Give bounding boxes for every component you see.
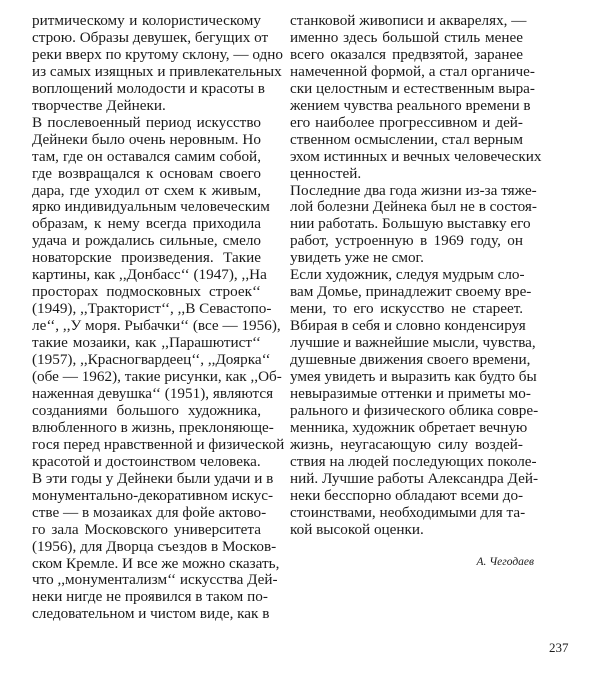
text-line: (1949), ,,Тракторист‘‘, ,,В Севастопо- (32, 300, 272, 318)
text-line: менника, художник обретает вечную (290, 418, 528, 436)
text-line: где возвращался к основам своего (32, 164, 261, 182)
text-line: неки нигде не проявился в таком по- (32, 588, 268, 606)
text-line: строю. Образы девушек, бегущих от (32, 28, 269, 46)
text-line: мени, то его искусство не стареет. (290, 300, 523, 318)
page-number: 237 (549, 640, 569, 655)
text-line: лой болезни Дейнека был не в состоя- (290, 198, 537, 216)
text-line: ритмическому и колористическому (32, 12, 261, 29)
text-line: вам Домье, принадлежит своему вре- (290, 283, 532, 301)
text-line: (обе — 1962), такие рисунки, как ,,Об- (32, 368, 282, 386)
text-line: гося перед нравственной и физической (32, 435, 285, 453)
text-line: станковой живописи и акварелях, — (290, 12, 527, 29)
text-line: стве — в мозаиках для фойе актово- (32, 503, 267, 521)
text-line: из самых изящных и привлекательных (32, 62, 282, 80)
paragraph (290, 266, 539, 538)
text-line: умея увидеть и выразить как будто бы (290, 368, 537, 386)
text-line: (1957), ,,Красногвардеец‘‘, ,,Доярка‘‘ (32, 351, 271, 369)
paragraph (290, 181, 537, 268)
text-line: В послевоенный период искусство (32, 113, 261, 131)
text-line: го зала Московского университета (32, 520, 261, 538)
text-line: эхом истинных и вечных человеческих (290, 147, 542, 165)
text-line: дара, где уходил от схем к живым, (32, 181, 261, 199)
text-line: ценностей. (290, 164, 362, 182)
text-line: что ,,монументализм‘‘ искусства Дей- (32, 571, 278, 589)
text-line: картины, как ,,Донбасс‘‘ (1947), ,,На (32, 266, 267, 284)
text-line: новаторские произведения. Такие (32, 249, 261, 267)
text-line: Дейнеки было очень неровным. Но (32, 130, 261, 148)
text-line: (1956), для Дворца съездов в Москов- (32, 537, 277, 555)
text-column-left (32, 12, 285, 623)
text-line: увидеть уже не смог. (290, 249, 424, 267)
text-line: там, где он оставался самим собой, (32, 147, 261, 165)
text-line: всего оказался предвзятой, заранее (290, 45, 523, 63)
author-signature: А. Чегодаев (476, 556, 534, 568)
text-line: воплощений молодости и красоты в (32, 79, 265, 97)
text-line: просторах подмосковных строек‘‘ (32, 283, 261, 301)
text-line: удача и рождались сильные, смело (32, 232, 261, 250)
text-column-right (290, 12, 542, 539)
text-line: Последние два года жизни из-за тяже- (290, 181, 537, 199)
text-line: кой высокой оценки. (290, 520, 424, 538)
text-line: неки бесспорно обладают всеми до- (290, 486, 524, 504)
text-line: нии работать. Большую выставку его (290, 215, 531, 233)
text-line: такие мозаики, как ,,Парашютист‘‘ (32, 334, 261, 352)
text-line: душевные движения своего времени, (290, 351, 531, 369)
text-line: ний. Лучшие работы Александра Дей- (290, 469, 538, 487)
text-line: ском Кремле. И все же можно сказать, (32, 554, 280, 572)
paragraph (290, 12, 542, 183)
text-line: монументально-декоративном искус- (32, 486, 273, 504)
text-line: его наиболее прогрессивном и дей- (290, 113, 523, 131)
text-line: образам, к нему всегда приходила (32, 215, 261, 233)
paragraph (32, 12, 283, 115)
text-line: намеченной формой, а стал органиче- (290, 62, 535, 80)
text-line: В эти годы у Дейнеки были удачи и в (32, 469, 274, 487)
text-line: жением чувства реального времени в (290, 96, 531, 114)
text-line: ярко индивидуальным человеческим (32, 198, 270, 216)
text-line: творчестве Дейнеки. (32, 96, 166, 114)
text-line: реки вверх по крутому склону, — одно (32, 45, 283, 63)
text-line: наженная девушка‘‘ (1951), являются (32, 384, 274, 402)
text-line: ле‘‘, ,,У моря. Рыбачки‘‘ (все — 1956), (32, 317, 281, 335)
text-line: ственном осмыслении, стал верным (290, 130, 523, 148)
text-line: именно здесь большой стиль менее (290, 28, 523, 46)
text-line: стоинствами, необходимыми для та- (290, 503, 526, 521)
text-line: красотой и достоинством человека. (32, 452, 261, 470)
text-line: Если художник, следуя мудрым сло- (290, 266, 525, 284)
text-line: работ, устроенную в 1969 году, он (290, 232, 523, 250)
text-line: Вбирая в себя и словно конденсируя (290, 317, 526, 335)
text-line: созданиями большого художника, (32, 401, 261, 419)
text-line: лучшие и важнейшие мысли, чувства, (290, 334, 536, 352)
text-line: жизнь, неугасающую силу воздей- (290, 435, 523, 453)
text-line: невыразимые оттенки и приметы мо- (290, 384, 531, 402)
text-line: ствия на людей последующих поколе- (290, 452, 537, 470)
text-line: рального и физического облика совре- (290, 401, 539, 419)
text-line: следовательном и чистом виде, как в (32, 605, 270, 623)
paragraph (32, 113, 285, 471)
text-line: влюбленного в жизнь, преклоняюще- (32, 418, 274, 436)
text-line: ски целостным и естественным выра- (290, 79, 535, 97)
paragraph (32, 469, 280, 624)
